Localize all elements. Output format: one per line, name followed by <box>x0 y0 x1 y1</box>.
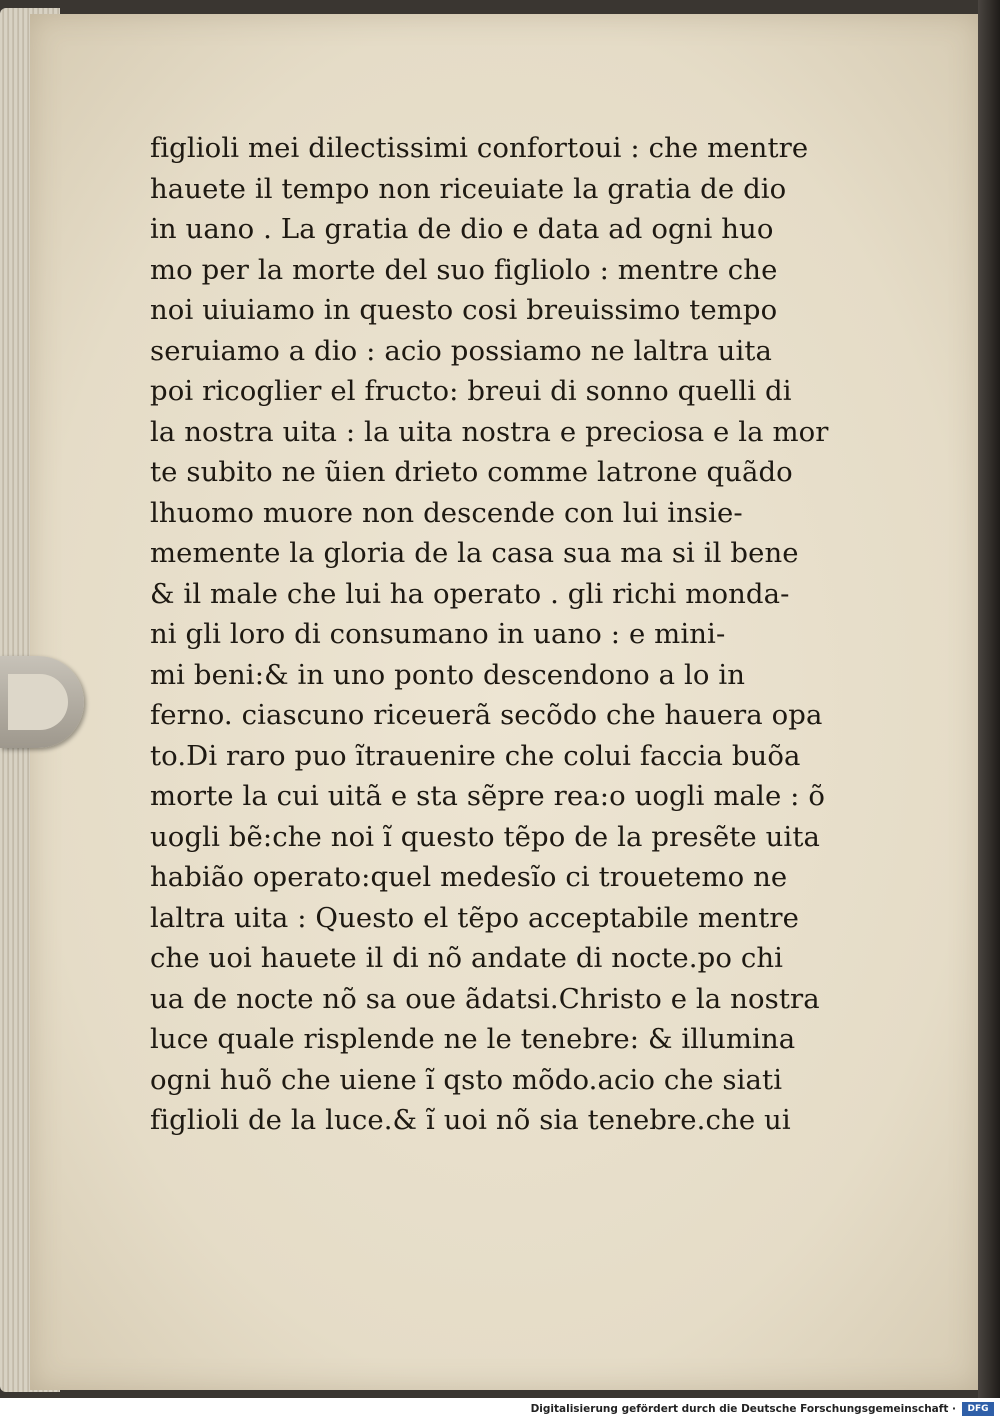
text-line: poi ricoglier el fructo: breui di sonno quelli di <box>150 375 792 407</box>
text-line: ua de nocte nõ sa oue ãdatsi.Christo e la nostra <box>150 982 820 1015</box>
text-line: to.Di raro puo ĩtrauenire che colui faccia buõa <box>150 739 801 772</box>
text-line: te subito ne ũien drieto comme latrone quãdo <box>150 456 793 488</box>
text-line: ni gli loro di consumano in uano : e mini- <box>150 618 726 650</box>
text-line: morte la cui uitã e sta sẽpre rea:o uogli male : õ <box>150 780 826 812</box>
text-line: la nostra uita : la uita nostra e preciosa e la mor <box>150 415 829 448</box>
text-line: mi beni:& in uno ponto descendono a lo in <box>150 658 746 691</box>
text-line: habião operato:quel medesĩo ci trouetemo ne <box>150 861 788 893</box>
text-line: che uoi hauete il di nõ andate di nocte.po chi <box>150 942 784 974</box>
text-line: ogni huõ che uiene ĩ qsto mõdo.acio che siati <box>150 1063 783 1096</box>
dfg-credit-text: Digitalisierung gefördert durch die Deutsche Forschungsgemeinschaft · <box>530 1403 956 1415</box>
text-line: ferno. ciascuno riceuerã secõdo che hauera opa <box>150 699 823 731</box>
text-line: laltra uita : Questo el tẽpo acceptabile mentre <box>150 901 800 934</box>
text-line: memente la gloria de la casa sua ma si il bene <box>150 537 799 569</box>
footer-bar <box>0 1398 1000 1422</box>
text-line: luce quale risplende ne le tenebre: & illumina <box>150 1023 796 1055</box>
text-line: figlioli de la luce.& ĩ uoi nõ sia tenebre.che ui <box>150 1104 791 1136</box>
text-line: hauete il tempo non riceuiate la gratia de dio <box>150 172 787 205</box>
text-line: mo per la morte del suo figliolo : mentre che <box>150 253 778 286</box>
text-line: uogli bẽ:che noi ĩ questo tẽpo de la presẽte uita <box>150 820 820 853</box>
text-line: seruiamo a dio : acio possiamo ne laltra uita <box>150 334 772 367</box>
text-line: lhuomo muore non descende con lui insie- <box>150 496 743 529</box>
text-line: & il male che lui ha operato . gli richi monda- <box>150 577 790 610</box>
book-spine <box>978 0 1000 1398</box>
text-line: figlioli mei dilectissimi confortoui : che mentre <box>150 132 809 164</box>
text-line: in uano . La gratia de dio e data ad ogni huo <box>150 213 774 245</box>
text-line: noi uiuiamo in questo cosi breuissimo tempo <box>150 294 778 326</box>
dfg-logo: DFG <box>962 1402 994 1416</box>
text-block <box>150 128 829 1141</box>
